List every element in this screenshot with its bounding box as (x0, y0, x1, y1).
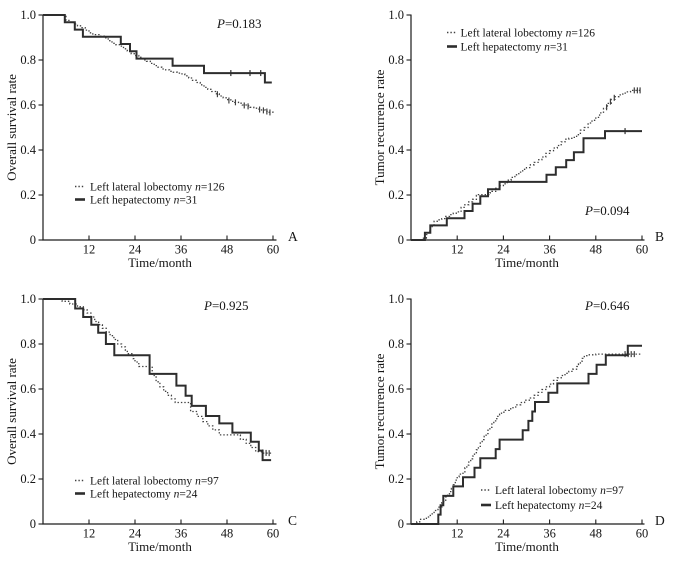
panel-letter: D (655, 513, 665, 528)
x-tick-label: 60 (266, 242, 280, 257)
y-axis-title: Tumor recurrence rate (372, 353, 387, 470)
y-tick-label: 0.8 (20, 337, 36, 351)
y-axis-title: Overall survival rate (4, 358, 19, 465)
y-tick-label: 0.8 (388, 53, 404, 67)
x-tick-label: 36 (174, 242, 188, 257)
y-tick-label: 0.4 (20, 143, 36, 157)
legend-label-left-hepatectomy: Left hepatectomy n=31 (460, 41, 568, 54)
x-axis-title: Time/month (128, 255, 192, 270)
y-tick-label: 0 (29, 517, 36, 531)
panel-c (0, 284, 337, 568)
y-tick-label: 0.2 (388, 472, 404, 486)
y-tick-label: 0.2 (388, 188, 404, 202)
x-tick-label: 48 (589, 242, 603, 257)
x-axis-title: Time/month (495, 539, 559, 554)
x-tick-label: 24 (497, 242, 510, 257)
panel-b-chart (338, 0, 675, 284)
y-axis-title: Tumor recurrence rate (372, 69, 387, 186)
x-tick-label: 60 (635, 526, 649, 541)
legend-label-left-hepatectomy: Left hepatectomy n=24 (90, 488, 198, 501)
panel-c-chart (0, 284, 337, 568)
x-tick-label: 36 (174, 526, 188, 541)
y-tick-label: 0.6 (20, 382, 36, 396)
y-tick-label: 1.0 (20, 8, 36, 22)
legend-label-left-hepatectomy: Left hepatectomy n=24 (495, 500, 603, 512)
y-tick-label: 1.0 (20, 292, 36, 306)
x-tick-label: 12 (450, 242, 464, 257)
panel-letter: B (655, 229, 665, 244)
p-value-label: P=0.183 (217, 16, 262, 31)
x-tick-label: 24 (128, 526, 142, 541)
p-value-label: P=0.646 (585, 298, 630, 313)
y-tick-label: 0.2 (20, 472, 36, 486)
x-axis-title: Time/month (128, 539, 192, 554)
x-tick-label: 36 (543, 526, 556, 541)
x-tick-label: 36 (543, 242, 556, 257)
x-tick-label: 12 (82, 526, 96, 541)
x-tick-label: 48 (589, 526, 603, 541)
y-tick-label: 0 (397, 517, 404, 531)
p-value-label: P=0.925 (204, 298, 249, 313)
x-tick-label: 24 (497, 526, 510, 541)
y-tick-label: 0.8 (388, 337, 404, 351)
curve-left-hepatectomy (43, 299, 271, 460)
curve-left-lateral-lobectomy (43, 299, 273, 453)
legend-label-left-lateral-lobectomy: Left lateral lobectomy n=97 (90, 475, 219, 488)
legend-label-left-hepatectomy: Left hepatectomy n=31 (90, 194, 198, 207)
panel-a (0, 0, 337, 284)
panel-b (338, 0, 675, 284)
y-tick-label: 0 (397, 233, 404, 247)
y-tick-label: 0.6 (388, 382, 404, 396)
x-axis-title: Time/month (495, 255, 559, 270)
y-tick-label: 0.6 (20, 98, 36, 112)
panel-d-chart (338, 284, 675, 568)
y-tick-label: 1.0 (388, 292, 404, 306)
panel-d (338, 284, 675, 568)
legend-label-left-lateral-lobectomy: Left lateral lobectomy n=126 (460, 27, 596, 40)
x-tick-label: 24 (128, 242, 142, 257)
p-value-label: P=0.094 (585, 203, 630, 218)
x-tick-label: 48 (220, 242, 234, 257)
y-axis-title: Overall survival rate (4, 74, 19, 181)
panel-letter: A (288, 229, 298, 244)
y-tick-label: 0.2 (20, 188, 36, 202)
y-tick-label: 0 (29, 233, 36, 247)
x-tick-label: 60 (635, 242, 649, 257)
panel-letter: C (288, 513, 298, 528)
x-tick-label: 48 (220, 526, 234, 541)
legend-label-left-lateral-lobectomy: Left lateral lobectomy n=126 (90, 181, 225, 194)
legend-label-left-lateral-lobectomy: Left lateral lobectomy n=97 (495, 485, 624, 497)
y-tick-label: 1.0 (388, 8, 404, 22)
x-tick-label: 60 (266, 526, 280, 541)
curve-left-hepatectomy (411, 131, 642, 240)
panel-a-chart (0, 0, 337, 284)
y-tick-label: 0.4 (20, 427, 36, 441)
curve-left-lateral-lobectomy (411, 354, 642, 524)
y-tick-label: 0.6 (388, 98, 404, 112)
y-tick-label: 0.4 (388, 143, 404, 157)
y-tick-label: 0.4 (388, 427, 404, 441)
y-tick-label: 0.8 (20, 53, 36, 67)
x-tick-label: 12 (82, 242, 96, 257)
x-tick-label: 12 (450, 526, 464, 541)
